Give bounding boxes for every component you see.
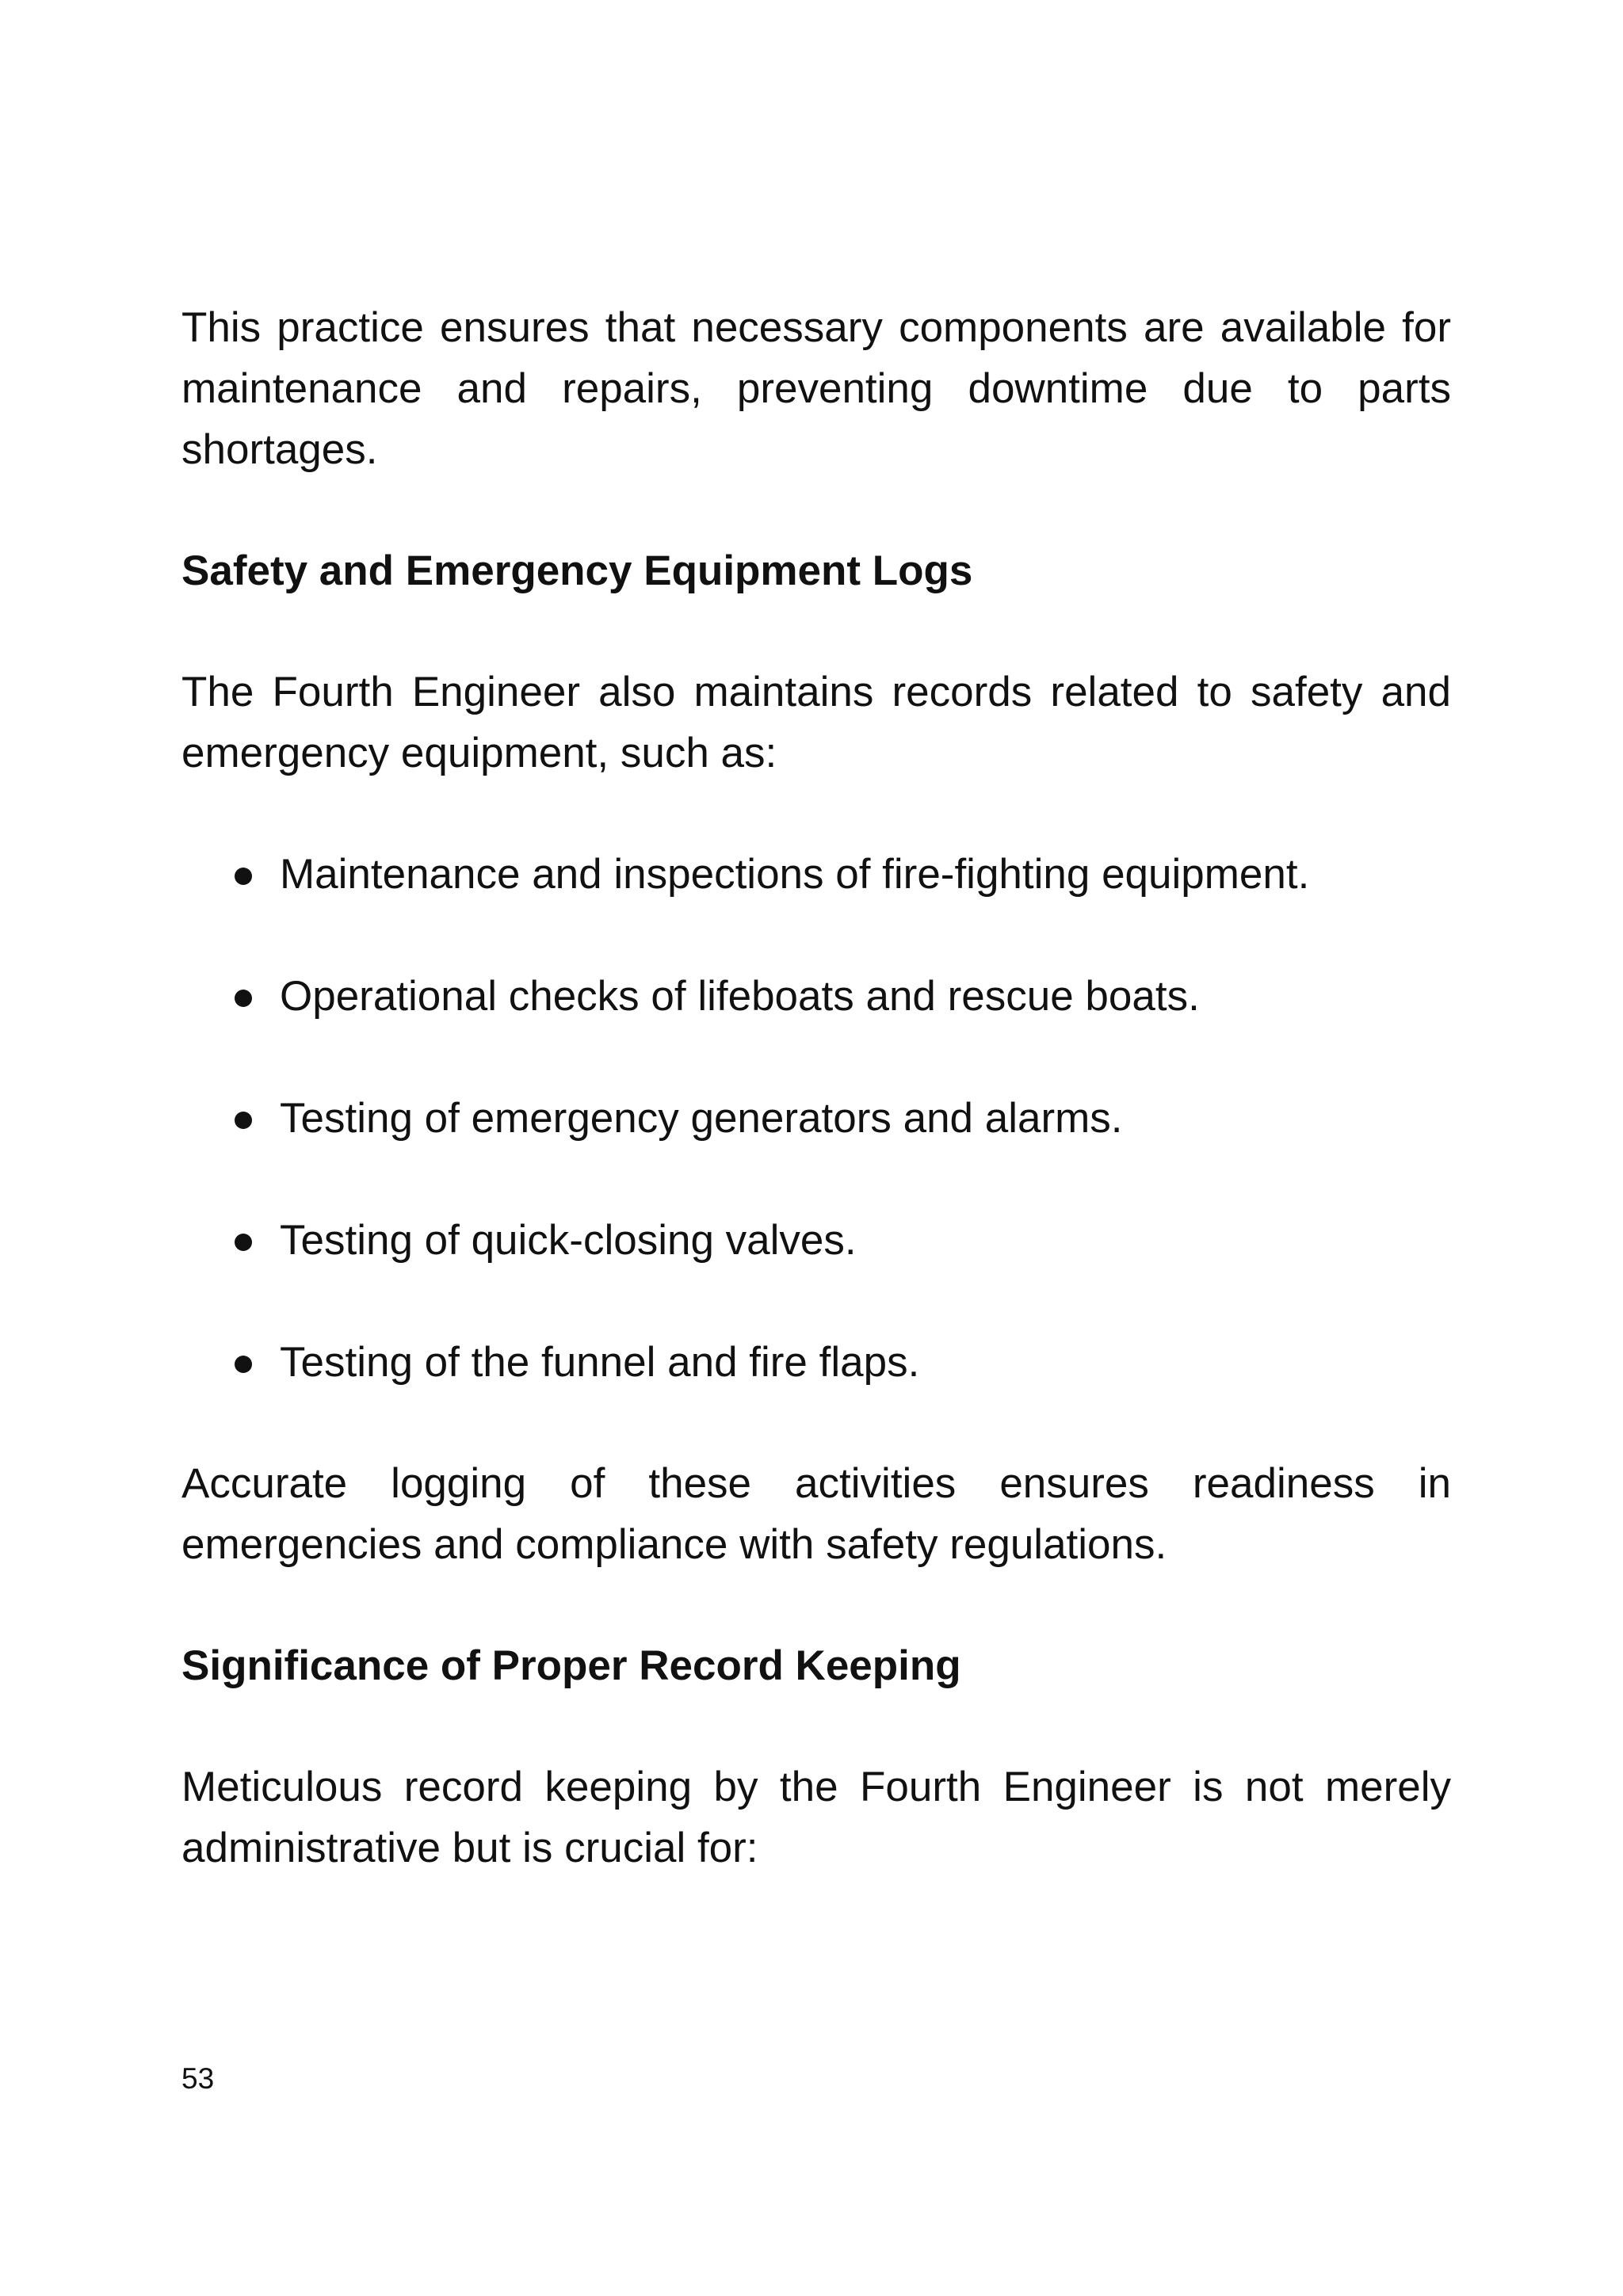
list-item: [181, 1088, 1451, 1149]
spacer: [181, 601, 1451, 662]
intro-paragraph: This practice ensures that necessary components are available for maintenance and repairs, preventing downtime due to parts shortages.: [181, 304, 1451, 473]
page-number: 53: [181, 2062, 215, 2095]
list-item: [181, 844, 1451, 905]
bullet-icon: [235, 990, 252, 1007]
list-item-text: Testing of emergency generators and alarms.: [280, 1095, 1123, 1142]
page-content: [181, 297, 1451, 1878]
bullet-icon: [235, 1356, 252, 1373]
list-item: [181, 1332, 1451, 1393]
list-item-text: Operational checks of lifeboats and rescue boats.: [280, 973, 1200, 1020]
spacer: [181, 1696, 1451, 1756]
spacer: [181, 784, 1451, 844]
spacer: [181, 1393, 1451, 1453]
list-item-text: Maintenance and inspections of fire-fighting equipment.: [280, 851, 1310, 898]
spacer: [181, 1575, 1451, 1635]
list-item: [181, 1210, 1451, 1271]
list-item-text: Testing of quick-closing valves.: [280, 1217, 857, 1264]
bullet-icon: [235, 1234, 252, 1251]
list-item-text: Testing of the funnel and fire flaps.: [280, 1339, 920, 1386]
section-heading-significance: Significance of Proper Record Keeping: [181, 1642, 961, 1689]
bullet-icon: [235, 868, 252, 885]
safety-equipment-list: [181, 844, 1451, 1393]
safety-paragraph: The Fourth Engineer also maintains records related to safety and emergency equipment, such as:: [181, 669, 1451, 776]
section-heading-safety: Safety and Emergency Equipment Logs: [181, 547, 973, 594]
bullet-icon: [235, 1112, 252, 1129]
accurate-logging-paragraph: Accurate logging of these activities ensures readiness in emergencies and compliance with safety regulations.: [181, 1460, 1451, 1568]
meticulous-paragraph: Meticulous record keeping by the Fourth Engineer is not merely administrative but is crucial for:: [181, 1764, 1451, 1871]
list-item: [181, 966, 1451, 1027]
spacer: [181, 480, 1451, 540]
